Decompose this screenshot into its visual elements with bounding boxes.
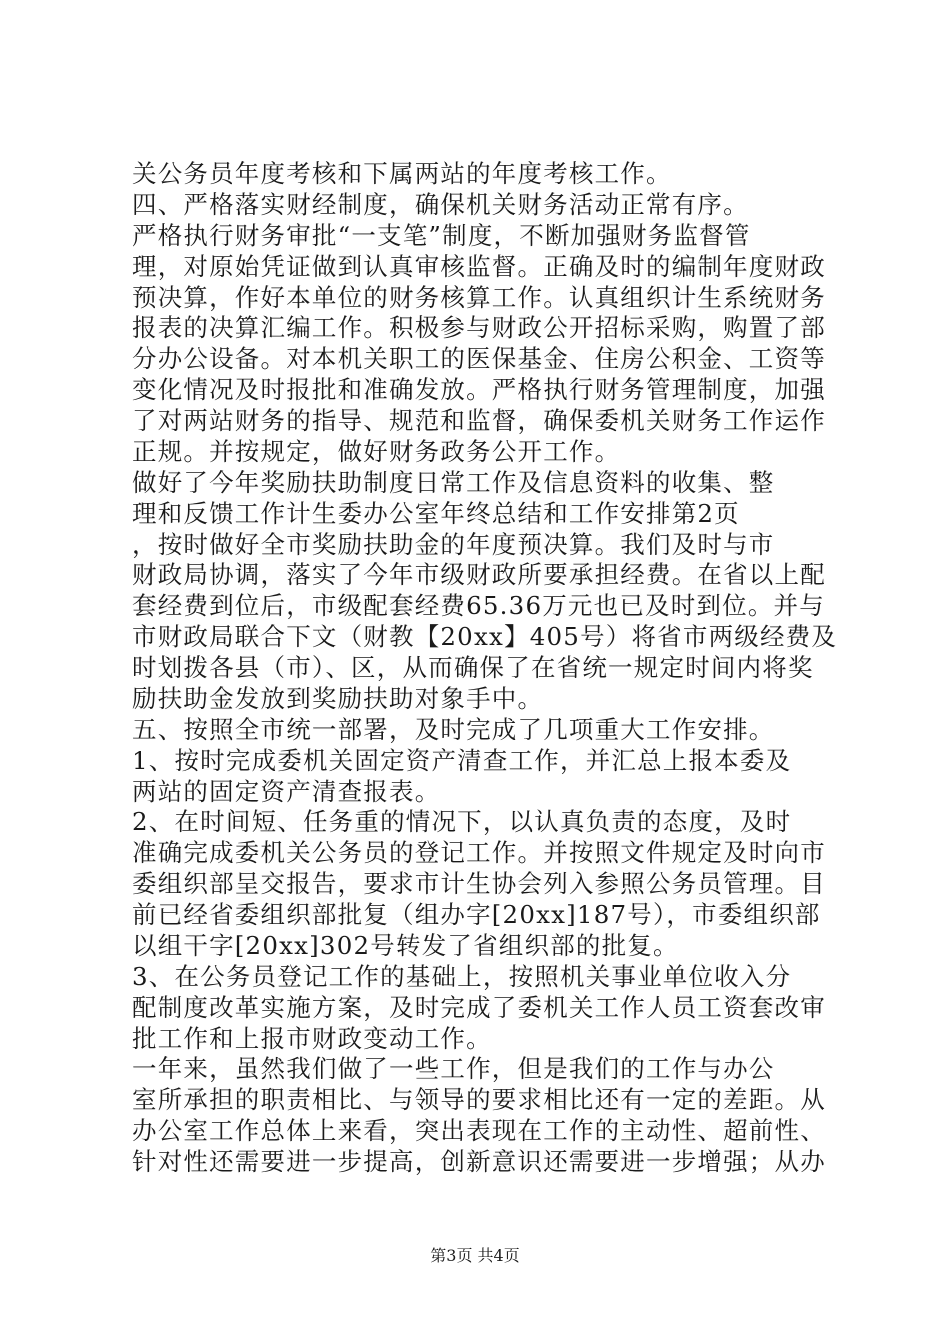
text-line: 批工作和上报市财政变动工作。 bbox=[132, 1024, 492, 1053]
text-line: 了对两站财务的指导、规范和监督，确保委机关财务工作运作 bbox=[132, 406, 826, 435]
text-line: 四、严格落实财经制度，确保机关财务活动正常有序。 bbox=[132, 190, 749, 219]
text-line: 励扶助金发放到奖励扶助对象手中。 bbox=[132, 684, 544, 713]
text-line: 市财政局联合下文（财教【20xx】405号）将省市两级经费及 bbox=[132, 622, 838, 651]
text-line: 办公室工作总体上来看，突出表现在工作的主动性、超前性、 bbox=[132, 1116, 826, 1145]
text-line: 报表的决算汇编工作。积极参与财政公开招标采购，购置了部 bbox=[132, 313, 826, 342]
text-line: 一年来，虽然我们做了一些工作，但是我们的工作与办公 bbox=[132, 1054, 775, 1083]
text-line: 变化情况及时报批和准确发放。严格执行财务管理制度，加强 bbox=[132, 375, 826, 404]
text-line: 时划拨各县（市）、区，从而确保了在省统一规定时间内将奖 bbox=[132, 653, 814, 682]
text-line: 前已经省委组织部批复（组办字[20xx]187号），市委组织部 bbox=[132, 900, 821, 929]
text-line: ，按时做好全市奖励扶助金的年度预决算。我们及时与市 bbox=[132, 530, 775, 559]
text-line: 两站的固定资产清查报表。 bbox=[132, 777, 441, 806]
text-line: 理和反馈工作计生委办公室年终总结和工作安排第2页 bbox=[132, 499, 740, 528]
text-line: 关公务员年度考核和下属两站的年度考核工作。 bbox=[132, 159, 672, 188]
text-line: 2、在时间短、任务重的情况下，以认真负责的态度，及时 bbox=[132, 807, 792, 836]
text-line: 以组干字[20xx]302号转发了省组织部的批复。 bbox=[132, 931, 679, 960]
text-line: 理，对原始凭证做到认真审核监督。正确及时的编制年度财政 bbox=[132, 252, 826, 281]
text-line: 针对性还需要进一步提高，创新意识还需要进一步增强；从办 bbox=[132, 1147, 826, 1176]
text-line: 1、按时完成委机关固定资产清查工作，并汇总上报本委及 bbox=[132, 746, 792, 775]
text-line: 严格执行财务审批“一支笔”制度，不断加强财务监督管 bbox=[132, 221, 751, 250]
text-line: 委组织部呈交报告，要求市计生协会列入参照公务员管理。目 bbox=[132, 869, 826, 898]
page-number-footer: 第3页 共4页 bbox=[430, 1246, 520, 1265]
text-line: 正规。并按规定，做好财务政务公开工作。 bbox=[132, 437, 621, 466]
text-line: 做好了今年奖励扶助制度日常工作及信息资料的收集、整 bbox=[132, 468, 775, 497]
text-line: 套经费到位后，市级配套经费65.36万元也已及时到位。并与 bbox=[132, 591, 825, 620]
text-line: 3、在公务员登记工作的基础上，按照机关事业单位收入分 bbox=[132, 962, 792, 991]
text-line: 财政局协调，落实了今年市级财政所要承担经费。在省以上配 bbox=[132, 560, 826, 589]
text-line: 分办公设备。对本机关职工的医保基金、住房公积金、工资等 bbox=[132, 344, 826, 373]
text-line: 准确完成委机关公务员的登记工作。并按照文件规定及时向市 bbox=[132, 838, 826, 867]
text-line: 预决算，作好本单位的财务核算工作。认真组织计生系统财务 bbox=[132, 283, 826, 312]
text-line: 配制度改革实施方案，及时完成了委机关工作人员工资套改审 bbox=[132, 993, 826, 1022]
text-line: 室所承担的职责相比、与领导的要求相比还有一定的差距。从 bbox=[132, 1085, 826, 1114]
text-line: 五、按照全市统一部署，及时完成了几项重大工作安排。 bbox=[132, 715, 775, 744]
